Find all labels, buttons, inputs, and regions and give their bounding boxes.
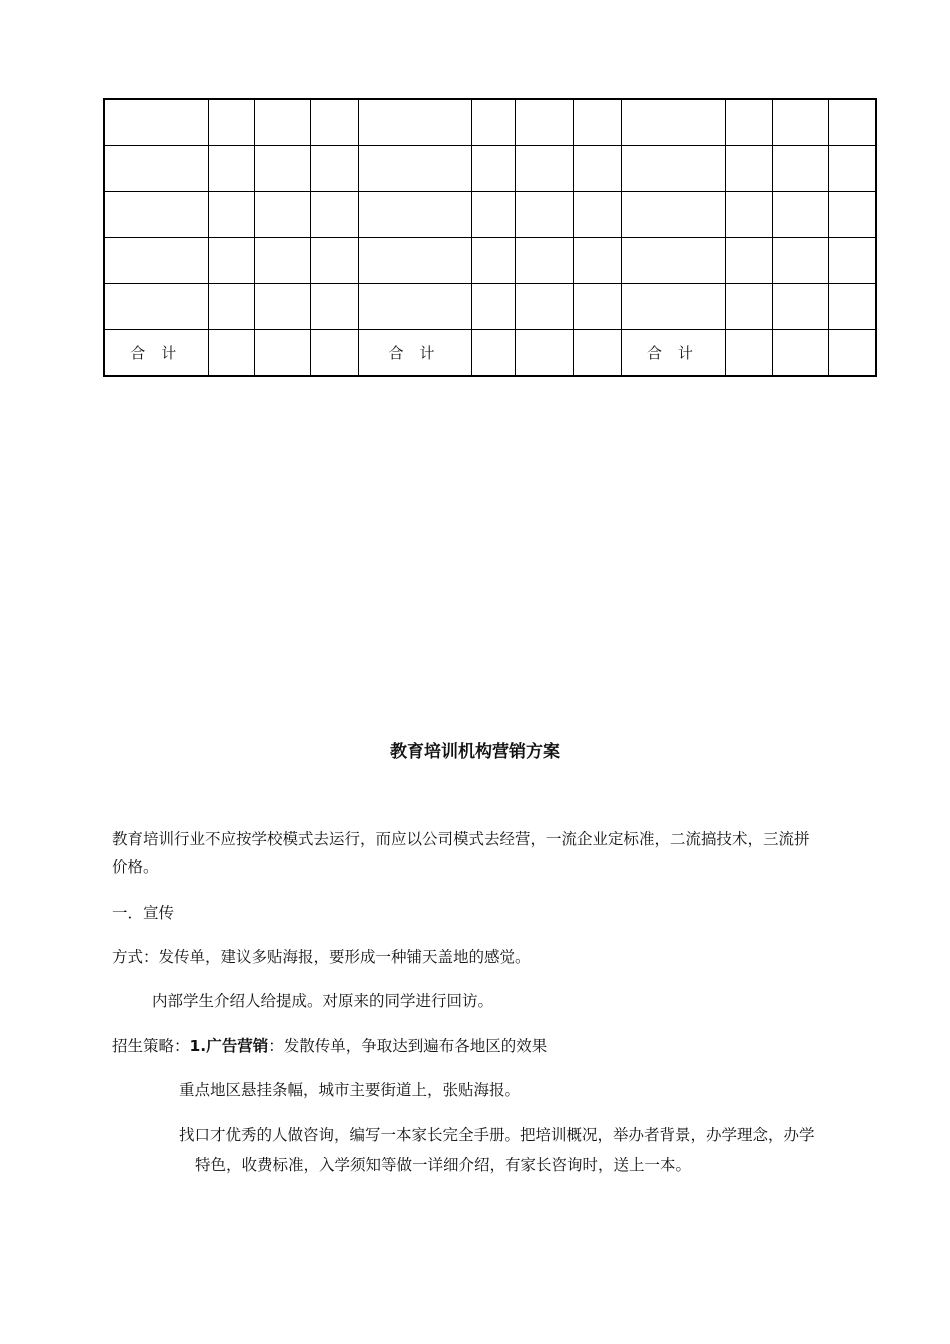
strategy-rest: ：发散传单，争取达到遍布各地区的效果 — [268, 1037, 548, 1055]
table-row — [104, 192, 876, 238]
strategy-paragraph — [112, 1031, 547, 1061]
strategy-bold: 1.广告营销 — [189, 1037, 269, 1055]
intro-line-1: 教育培训行业不应按学校模式去运行，而应以公司模式去经营，一流企业定标准，二流搞技术，三流拼 — [112, 830, 810, 848]
table-row — [104, 99, 876, 146]
total-label: 合计 — [104, 330, 208, 377]
consult-line-2: 特色，收费标准，入学须知等做一详细介绍，有家长咨询时，送上一本。 — [195, 1156, 692, 1174]
key-areas-paragraph: 重点地区悬挂条幅，城市主要街道上，张贴海报。 — [179, 1081, 521, 1099]
total-label: 合计 — [358, 330, 471, 377]
table-row — [104, 284, 876, 330]
summary-table — [103, 98, 877, 377]
document-title: 教育培训机构营销方案 — [390, 742, 560, 762]
internal-referral-paragraph: 内部学生介绍人给提成。对原来的同学进行回访。 — [152, 992, 494, 1010]
total-label: 合计 — [621, 330, 725, 377]
table-row — [104, 238, 876, 284]
method-paragraph: 方式：发传单，建议多贴海报，要形成一种铺天盖地的感觉。 — [112, 948, 531, 966]
table-body — [104, 99, 876, 376]
total-row — [104, 330, 876, 377]
intro-line-2: 价格。 — [112, 858, 159, 876]
table-row — [104, 146, 876, 192]
consult-line-1: 找口才优秀的人做咨询，编写一本家长完全手册。把培训概况，举办者背景，办学理念，办学 — [179, 1126, 815, 1144]
strategy-prefix: 招生策略： — [112, 1037, 190, 1055]
section-heading: 一．宣传 — [112, 904, 175, 922]
